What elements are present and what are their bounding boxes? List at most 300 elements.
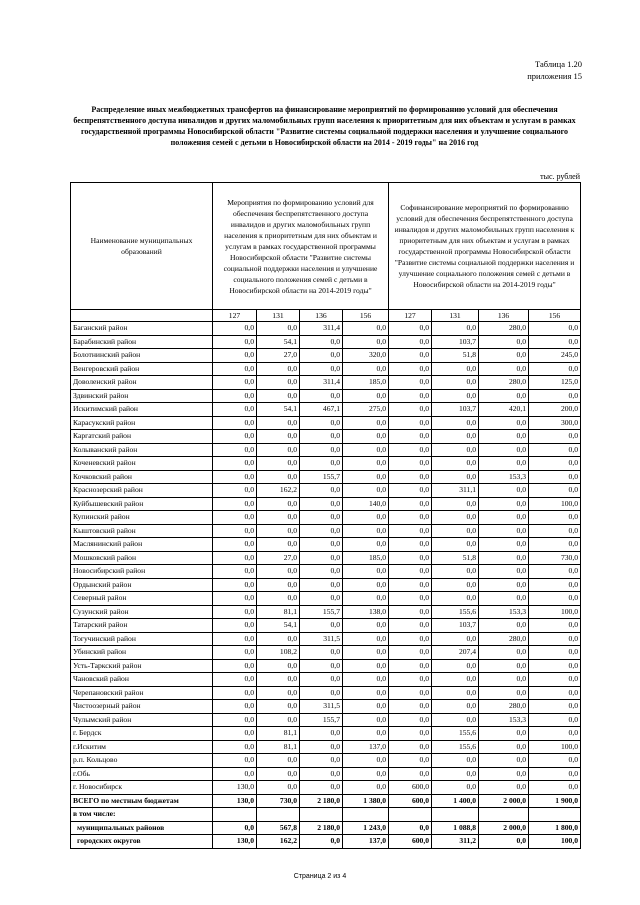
value-cell: 0,0 xyxy=(257,578,300,592)
value-cell: 0,0 xyxy=(300,659,343,673)
value-cell: 0,0 xyxy=(389,632,432,646)
value-cell: 0,0 xyxy=(213,484,257,498)
value-cell: 0,0 xyxy=(389,362,432,376)
row-name: Баганский район xyxy=(71,322,213,336)
value-cell: 51,8 xyxy=(432,551,479,565)
code-cell: 156 xyxy=(343,310,389,322)
empty-cell xyxy=(213,808,257,822)
code-row xyxy=(71,310,581,322)
value-cell: 0,0 xyxy=(529,538,581,552)
table-row xyxy=(71,781,581,795)
value-cell: 0,0 xyxy=(479,565,529,579)
value-cell: 0,0 xyxy=(213,754,257,768)
value-cell: 0,0 xyxy=(300,497,343,511)
value-cell: 185,0 xyxy=(343,376,389,390)
value-cell: 420,1 xyxy=(479,403,529,417)
value-cell: 0,0 xyxy=(300,389,343,403)
value-cell: 0,0 xyxy=(389,443,432,457)
value-cell: 311,5 xyxy=(300,632,343,646)
code-cell: 136 xyxy=(479,310,529,322)
table-row xyxy=(71,767,581,781)
value-cell: 0,0 xyxy=(389,403,432,417)
row-name: Маслянинский район xyxy=(71,538,213,552)
value-cell: 0,0 xyxy=(529,754,581,768)
value-cell: 155,7 xyxy=(300,470,343,484)
value-cell: 0,0 xyxy=(343,781,389,795)
table-row xyxy=(71,673,581,687)
value-cell: 0,0 xyxy=(479,551,529,565)
value-cell: 0,0 xyxy=(529,767,581,781)
row-name: Куйбышевский район xyxy=(71,497,213,511)
row-name: Кыштовский район xyxy=(71,524,213,538)
value-cell: 0,0 xyxy=(300,673,343,687)
value-cell: 54,1 xyxy=(257,403,300,417)
value-cell: 600,0 xyxy=(389,835,432,849)
value-cell: 0,0 xyxy=(479,538,529,552)
value-cell: 0,0 xyxy=(529,511,581,525)
value-cell: 0,0 xyxy=(479,349,529,363)
value-cell: 0,0 xyxy=(343,632,389,646)
value-cell: 280,0 xyxy=(479,632,529,646)
value-cell: 0,0 xyxy=(213,713,257,727)
value-cell: 0,0 xyxy=(479,457,529,471)
value-cell: 125,0 xyxy=(529,376,581,390)
value-cell: 311,2 xyxy=(432,835,479,849)
table-row xyxy=(71,389,581,403)
value-cell: 0,0 xyxy=(343,362,389,376)
table-row xyxy=(71,430,581,444)
value-cell: 0,0 xyxy=(213,646,257,660)
value-cell: 0,0 xyxy=(529,727,581,741)
row-name: Кочковский район xyxy=(71,470,213,484)
value-cell: 0,0 xyxy=(213,659,257,673)
value-cell: 0,0 xyxy=(389,740,432,754)
value-cell: 0,0 xyxy=(213,619,257,633)
table-row xyxy=(71,686,581,700)
value-cell: 0,0 xyxy=(529,430,581,444)
value-cell: 600,0 xyxy=(389,794,432,808)
value-cell: 0,0 xyxy=(213,551,257,565)
empty-cell xyxy=(343,808,389,822)
table-row xyxy=(71,727,581,741)
value-cell: 0,0 xyxy=(529,443,581,457)
value-cell: 0,0 xyxy=(343,700,389,714)
row-name: Искитимский район xyxy=(71,403,213,417)
value-cell: 0,0 xyxy=(479,727,529,741)
value-cell: 0,0 xyxy=(432,538,479,552)
value-cell: 0,0 xyxy=(529,457,581,471)
group2-header: Софинансирование мероприятий по формированию условий для обеспечения беспрепятственного доступа инвалидов и других маломобильных групп населения к приоритетным для них объектам и услугам в рамках государственной программы Новосибирской области "Развитие системы социальной поддержки населения и улучшение социального положения семей с детьми в Новосибирской области на 2014-2019 годы" xyxy=(389,183,581,310)
row-name: ВСЕГО по местным бюджетам xyxy=(71,794,213,808)
value-cell: 311,5 xyxy=(300,700,343,714)
value-cell: 0,0 xyxy=(389,727,432,741)
value-cell: 0,0 xyxy=(300,767,343,781)
value-cell: 0,0 xyxy=(432,578,479,592)
value-cell: 0,0 xyxy=(213,686,257,700)
value-cell: 0,0 xyxy=(432,700,479,714)
value-cell: 0,0 xyxy=(300,416,343,430)
value-cell: 311,1 xyxy=(432,484,479,498)
value-cell: 2 180,0 xyxy=(300,794,343,808)
value-cell: 0,0 xyxy=(479,389,529,403)
table-body xyxy=(71,310,581,849)
value-cell: 0,0 xyxy=(343,524,389,538)
value-cell: 0,0 xyxy=(529,565,581,579)
value-cell: 0,0 xyxy=(529,484,581,498)
value-cell: 140,0 xyxy=(343,497,389,511)
value-cell: 0,0 xyxy=(300,511,343,525)
empty-cell xyxy=(389,808,432,822)
value-cell: 0,0 xyxy=(432,362,479,376)
value-cell: 0,0 xyxy=(257,376,300,390)
value-cell: 0,0 xyxy=(529,335,581,349)
value-cell: 0,0 xyxy=(529,578,581,592)
value-cell: 207,4 xyxy=(432,646,479,660)
value-cell: 0,0 xyxy=(529,322,581,336)
value-cell: 27,0 xyxy=(257,349,300,363)
value-cell: 0,0 xyxy=(300,619,343,633)
row-name: муниципальных районов xyxy=(71,821,213,835)
value-cell: 0,0 xyxy=(432,376,479,390)
table-row xyxy=(71,470,581,484)
value-cell: 0,0 xyxy=(529,659,581,673)
row-name: р.п. Кольцово xyxy=(71,754,213,768)
row-name: Ордынский район xyxy=(71,578,213,592)
value-cell: 0,0 xyxy=(343,511,389,525)
value-cell: 0,0 xyxy=(213,443,257,457)
row-name: Венгеровский район xyxy=(71,362,213,376)
value-cell: 155,6 xyxy=(432,605,479,619)
row-name: Тогучинский район xyxy=(71,632,213,646)
value-cell: 311,4 xyxy=(300,322,343,336)
value-cell: 0,0 xyxy=(389,700,432,714)
subtotal-row xyxy=(71,821,581,835)
empty-cell xyxy=(300,808,343,822)
value-cell: 0,0 xyxy=(213,578,257,592)
value-cell: 0,0 xyxy=(432,754,479,768)
value-cell: 0,0 xyxy=(257,457,300,471)
value-cell: 0,0 xyxy=(432,673,479,687)
value-cell: 153,3 xyxy=(479,470,529,484)
row-name: городских округов xyxy=(71,835,213,849)
value-cell: 0,0 xyxy=(257,592,300,606)
value-cell: 0,0 xyxy=(479,484,529,498)
value-cell: 0,0 xyxy=(432,511,479,525)
value-cell: 0,0 xyxy=(432,322,479,336)
row-name: г.Искитим xyxy=(71,740,213,754)
value-cell: 0,0 xyxy=(343,659,389,673)
value-cell: 0,0 xyxy=(300,430,343,444)
units-label: тыс. рублей xyxy=(540,172,580,181)
value-cell: 0,0 xyxy=(389,578,432,592)
table-row xyxy=(71,497,581,511)
value-cell: 0,0 xyxy=(257,659,300,673)
table-row xyxy=(71,565,581,579)
value-cell: 0,0 xyxy=(479,619,529,633)
value-cell: 0,0 xyxy=(213,727,257,741)
value-cell: 0,0 xyxy=(432,497,479,511)
value-cell: 0,0 xyxy=(432,713,479,727)
value-cell: 153,3 xyxy=(479,605,529,619)
value-cell: 54,1 xyxy=(257,335,300,349)
value-cell: 0,0 xyxy=(343,646,389,660)
value-cell: 0,0 xyxy=(300,754,343,768)
table-reference xyxy=(527,58,582,82)
table-row xyxy=(71,443,581,457)
value-cell: 0,0 xyxy=(529,781,581,795)
value-cell: 730,0 xyxy=(257,794,300,808)
value-cell: 0,0 xyxy=(389,619,432,633)
value-cell: 0,0 xyxy=(389,821,432,835)
value-cell: 162,2 xyxy=(257,835,300,849)
value-cell: 200,0 xyxy=(529,403,581,417)
value-cell: 0,0 xyxy=(343,713,389,727)
table-row xyxy=(71,457,581,471)
table-row xyxy=(71,754,581,768)
value-cell: 103,7 xyxy=(432,335,479,349)
value-cell: 0,0 xyxy=(257,470,300,484)
value-cell: 0,0 xyxy=(389,349,432,363)
value-cell: 0,0 xyxy=(529,686,581,700)
value-cell: 0,0 xyxy=(343,389,389,403)
value-cell: 0,0 xyxy=(257,497,300,511)
value-cell: 27,0 xyxy=(257,551,300,565)
value-cell: 0,0 xyxy=(257,700,300,714)
value-cell: 0,0 xyxy=(479,443,529,457)
value-cell: 0,0 xyxy=(479,686,529,700)
value-cell: 0,0 xyxy=(343,322,389,336)
value-cell: 0,0 xyxy=(257,443,300,457)
row-name: Барабинский район xyxy=(71,335,213,349)
value-cell: 1 088,8 xyxy=(432,821,479,835)
table-row xyxy=(71,713,581,727)
empty-cell xyxy=(479,808,529,822)
value-cell: 0,0 xyxy=(257,362,300,376)
code-cell: 127 xyxy=(389,310,432,322)
row-name: Доволенский район xyxy=(71,376,213,390)
row-name: Чистоозерный район xyxy=(71,700,213,714)
value-cell: 0,0 xyxy=(343,416,389,430)
value-cell: 0,0 xyxy=(257,754,300,768)
value-cell: 0,0 xyxy=(257,673,300,687)
table-row xyxy=(71,632,581,646)
value-cell: 0,0 xyxy=(300,457,343,471)
value-cell: 0,0 xyxy=(529,470,581,484)
value-cell: 0,0 xyxy=(479,740,529,754)
value-cell: 130,0 xyxy=(213,794,257,808)
value-cell: 162,2 xyxy=(257,484,300,498)
value-cell: 0,0 xyxy=(257,538,300,552)
value-cell: 0,0 xyxy=(300,443,343,457)
row-name: Болотнинский район xyxy=(71,349,213,363)
value-cell: 0,0 xyxy=(213,673,257,687)
value-cell: 0,0 xyxy=(300,538,343,552)
value-cell: 275,0 xyxy=(343,403,389,417)
value-cell: 0,0 xyxy=(389,713,432,727)
value-cell: 0,0 xyxy=(479,416,529,430)
value-cell: 0,0 xyxy=(257,781,300,795)
value-cell: 0,0 xyxy=(389,646,432,660)
subtotal-row xyxy=(71,835,581,849)
value-cell: 0,0 xyxy=(432,592,479,606)
table-row xyxy=(71,349,581,363)
value-cell: 300,0 xyxy=(529,416,581,430)
value-cell: 0,0 xyxy=(389,659,432,673)
value-cell: 0,0 xyxy=(389,416,432,430)
document-title: Распределение иных межбюджетных трансфертов на финансирование мероприятий по формированию условий для обеспечения беспрепятственного доступа инвалидов и других маломобильных групп населения к приоритетным для них объектам и услугам в рамках государственной программы Новосибирской области "Развитие системы социальной поддержки населения и улучшение социального положения семей с детьми в Новосибирской области на 2014 - 2019 годы" на 2016 год xyxy=(73,105,576,147)
value-cell: 0,0 xyxy=(343,538,389,552)
table-row xyxy=(71,578,581,592)
value-cell: 155,6 xyxy=(432,727,479,741)
value-cell: 280,0 xyxy=(479,700,529,714)
empty-cell xyxy=(432,808,479,822)
value-cell: 0,0 xyxy=(343,484,389,498)
value-cell: 0,0 xyxy=(479,430,529,444)
value-cell: 0,0 xyxy=(257,416,300,430)
value-cell: 0,0 xyxy=(479,524,529,538)
value-cell: 0,0 xyxy=(389,605,432,619)
value-cell: 0,0 xyxy=(300,686,343,700)
value-cell: 0,0 xyxy=(389,686,432,700)
value-cell: 0,0 xyxy=(257,632,300,646)
value-cell: 0,0 xyxy=(389,538,432,552)
value-cell: 0,0 xyxy=(529,619,581,633)
table-row xyxy=(71,538,581,552)
row-name: Коченевский район xyxy=(71,457,213,471)
value-cell: 311,4 xyxy=(300,376,343,390)
value-cell: 0,0 xyxy=(529,524,581,538)
value-cell: 0,0 xyxy=(389,335,432,349)
value-cell: 0,0 xyxy=(529,673,581,687)
value-cell: 1 400,0 xyxy=(432,794,479,808)
page-number: Страница 2 из 4 xyxy=(293,873,347,880)
value-cell: 0,0 xyxy=(479,335,529,349)
row-name: г. Бердск xyxy=(71,727,213,741)
value-cell: 81,1 xyxy=(257,740,300,754)
value-cell: 0,0 xyxy=(213,457,257,471)
value-cell: 0,0 xyxy=(479,659,529,673)
value-cell: 103,7 xyxy=(432,619,479,633)
value-cell: 0,0 xyxy=(389,754,432,768)
value-cell: 0,0 xyxy=(432,389,479,403)
value-cell: 0,0 xyxy=(343,673,389,687)
value-cell: 155,6 xyxy=(432,740,479,754)
value-cell: 130,0 xyxy=(213,781,257,795)
row-name: Мошковский район xyxy=(71,551,213,565)
row-name: Чулымский район xyxy=(71,713,213,727)
value-cell: 0,0 xyxy=(257,713,300,727)
value-cell: 137,0 xyxy=(343,835,389,849)
value-cell: 0,0 xyxy=(529,713,581,727)
value-cell: 245,0 xyxy=(529,349,581,363)
value-cell: 0,0 xyxy=(479,511,529,525)
value-cell: 130,0 xyxy=(213,835,257,849)
value-cell: 100,0 xyxy=(529,605,581,619)
value-cell: 1 380,0 xyxy=(343,794,389,808)
value-cell: 0,0 xyxy=(529,646,581,660)
value-cell: 0,0 xyxy=(479,767,529,781)
value-cell: 0,0 xyxy=(389,389,432,403)
code-cell: 131 xyxy=(257,310,300,322)
value-cell: 0,0 xyxy=(213,740,257,754)
table-row xyxy=(71,646,581,660)
value-cell: 0,0 xyxy=(213,430,257,444)
value-cell: 100,0 xyxy=(529,835,581,849)
value-cell: 0,0 xyxy=(300,335,343,349)
row-name: Новосибирский район xyxy=(71,565,213,579)
value-cell: 155,7 xyxy=(300,605,343,619)
value-cell: 0,0 xyxy=(257,767,300,781)
value-cell: 0,0 xyxy=(257,322,300,336)
value-cell: 0,0 xyxy=(300,727,343,741)
value-cell: 0,0 xyxy=(213,416,257,430)
value-cell: 0,0 xyxy=(529,592,581,606)
value-cell: 0,0 xyxy=(300,592,343,606)
value-cell: 0,0 xyxy=(389,673,432,687)
value-cell: 0,0 xyxy=(213,497,257,511)
value-cell: 0,0 xyxy=(213,376,257,390)
value-cell: 0,0 xyxy=(213,470,257,484)
value-cell: 0,0 xyxy=(432,470,479,484)
code-cell: 156 xyxy=(529,310,581,322)
value-cell: 100,0 xyxy=(529,740,581,754)
including-row xyxy=(71,808,581,822)
value-cell: 0,0 xyxy=(479,673,529,687)
value-cell: 0,0 xyxy=(432,443,479,457)
value-cell: 0,0 xyxy=(213,767,257,781)
table-row xyxy=(71,740,581,754)
value-cell: 0,0 xyxy=(300,524,343,538)
value-cell: 0,0 xyxy=(257,389,300,403)
value-cell: 0,0 xyxy=(300,781,343,795)
value-cell: 1 243,0 xyxy=(343,821,389,835)
value-cell: 0,0 xyxy=(213,362,257,376)
value-cell: 0,0 xyxy=(300,835,343,849)
row-name: Купинский район xyxy=(71,511,213,525)
row-name: Карасукский район xyxy=(71,416,213,430)
value-cell: 0,0 xyxy=(432,632,479,646)
value-cell: 0,0 xyxy=(432,457,479,471)
table-row xyxy=(71,700,581,714)
group1-header: Мероприятия по формированию условий для обеспечения беспрепятственного доступа инвалидов и других маломобильных групп населения к приоритетным для них объектам и услугам в рамках государственной программы Новосибирской области "Развитие системы социальной поддержки населения и улучшение социального положения семей с детьми в Новосибирской области на 2014-2019 годы" xyxy=(213,183,389,310)
value-cell: 0,0 xyxy=(432,781,479,795)
value-cell: 0,0 xyxy=(479,362,529,376)
value-cell: 0,0 xyxy=(213,700,257,714)
value-cell: 2 000,0 xyxy=(479,821,529,835)
value-cell: 0,0 xyxy=(389,376,432,390)
value-cell: 0,0 xyxy=(389,322,432,336)
value-cell: 0,0 xyxy=(389,430,432,444)
value-cell: 0,0 xyxy=(213,524,257,538)
row-name: Черепановский район xyxy=(71,686,213,700)
code-cell: 136 xyxy=(300,310,343,322)
row-name: Здвинский район xyxy=(71,389,213,403)
value-cell: 280,0 xyxy=(479,376,529,390)
value-cell: 0,0 xyxy=(343,754,389,768)
value-cell: 0,0 xyxy=(257,430,300,444)
value-cell: 0,0 xyxy=(432,524,479,538)
value-cell: 0,0 xyxy=(343,578,389,592)
value-cell: 0,0 xyxy=(389,767,432,781)
value-cell: 0,0 xyxy=(389,511,432,525)
value-cell: 0,0 xyxy=(343,335,389,349)
value-cell: 0,0 xyxy=(343,619,389,633)
table-row xyxy=(71,335,581,349)
value-cell: 0,0 xyxy=(343,457,389,471)
value-cell: 0,0 xyxy=(479,497,529,511)
value-cell: 0,0 xyxy=(343,767,389,781)
value-cell: 0,0 xyxy=(529,700,581,714)
